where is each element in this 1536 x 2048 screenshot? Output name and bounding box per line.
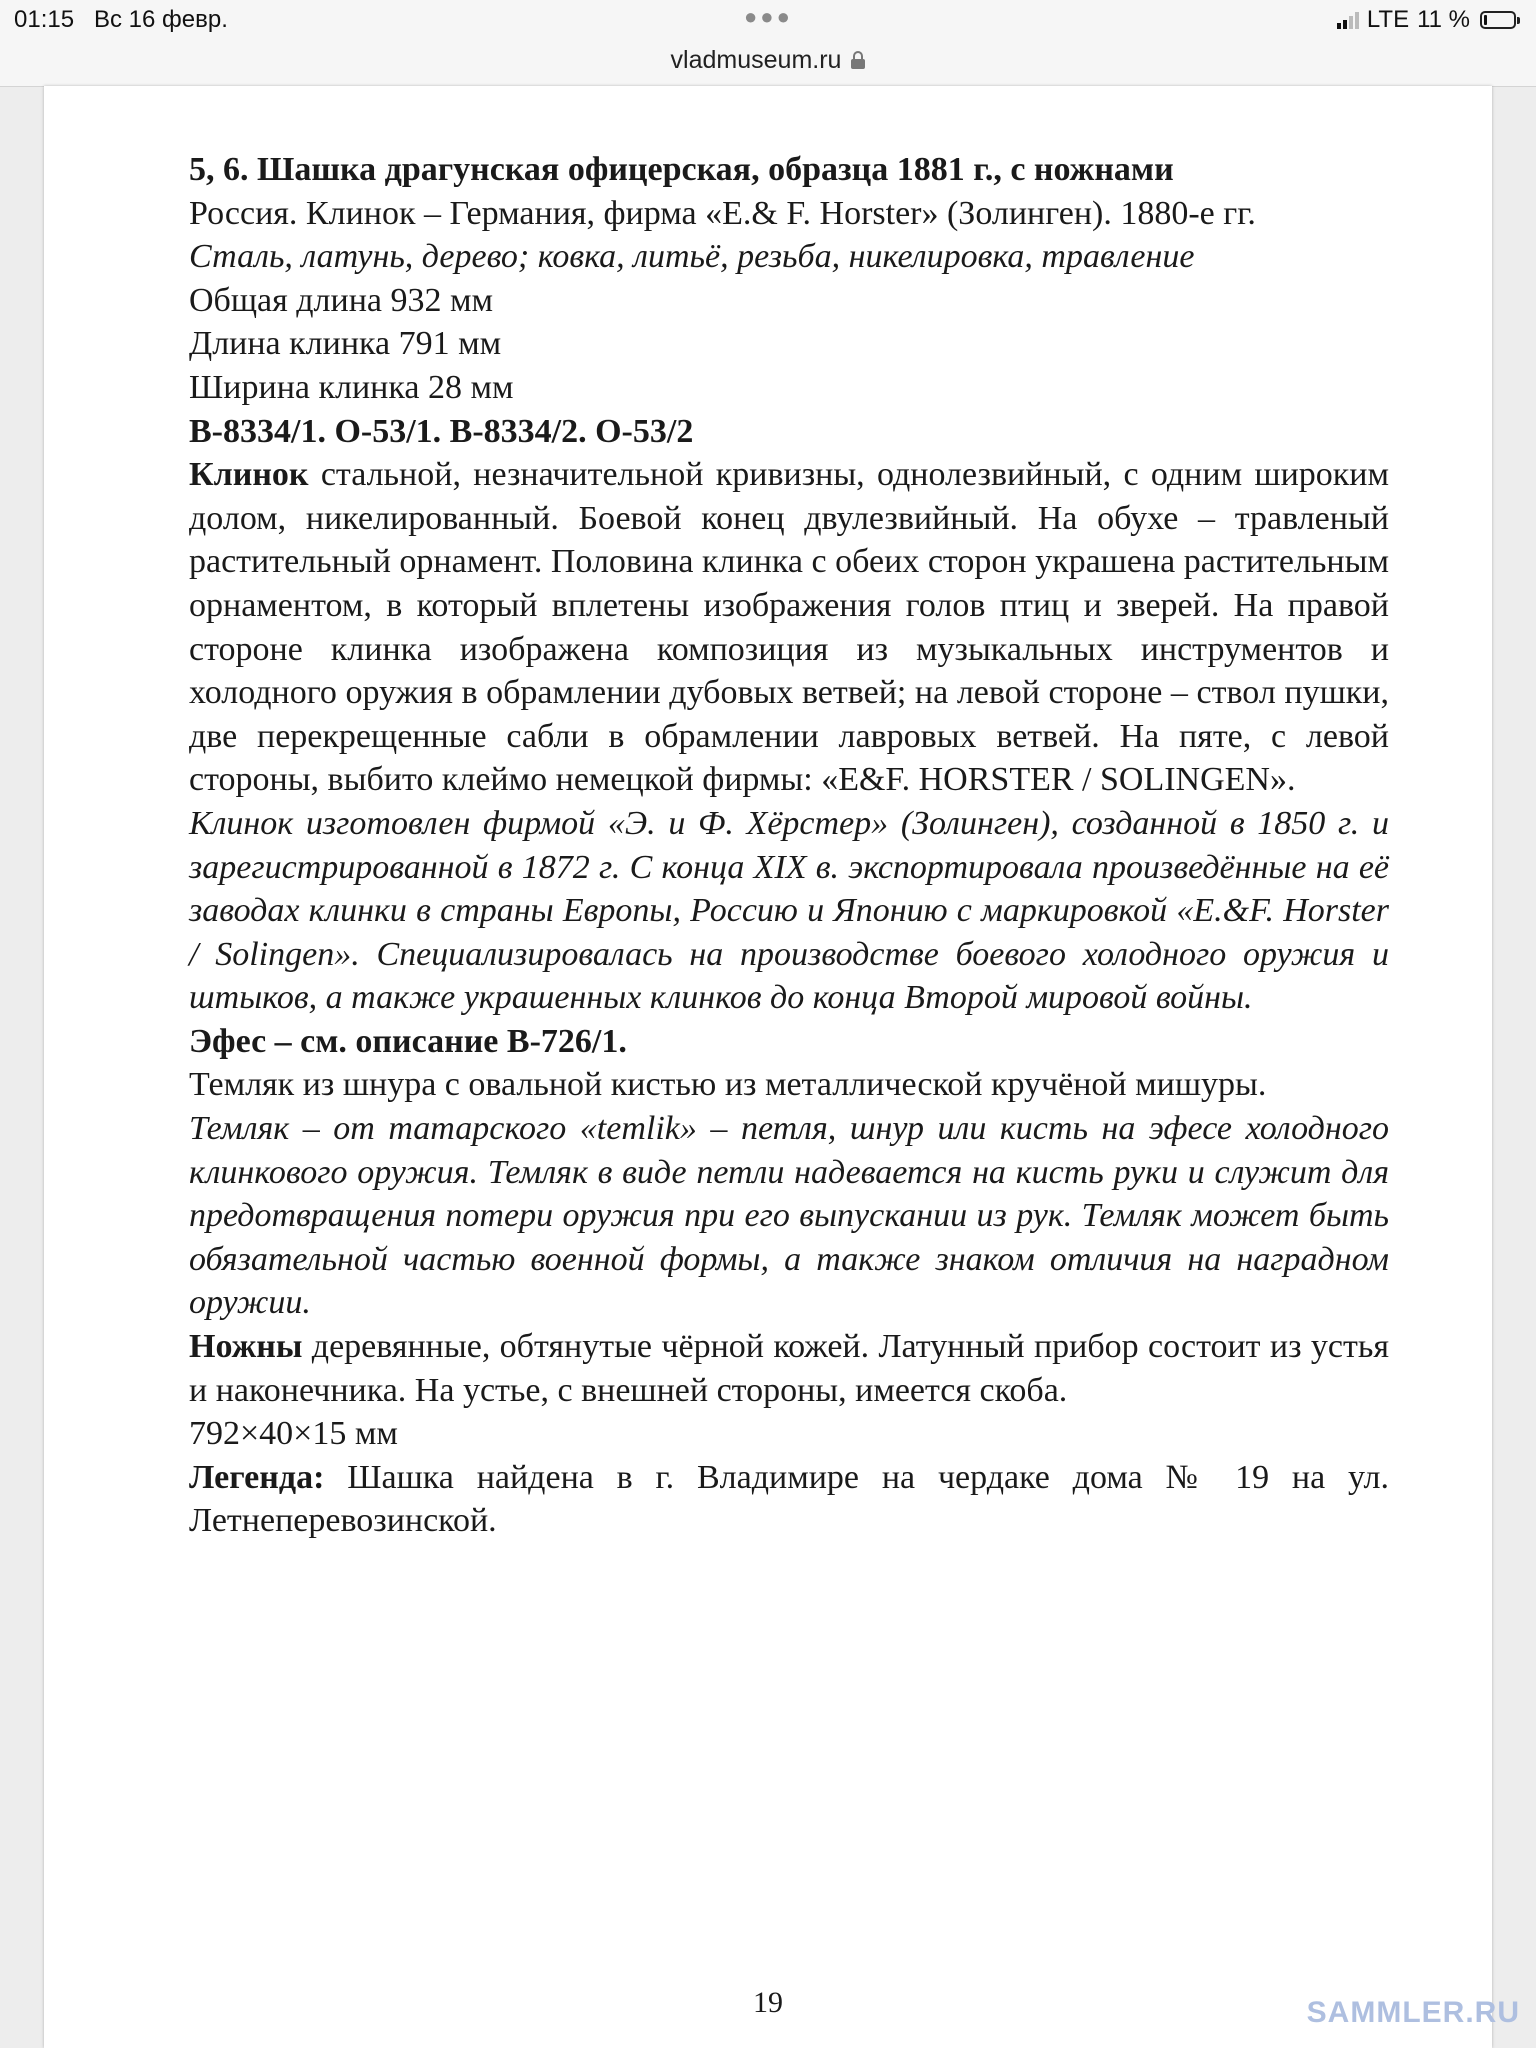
watermark: SAMMLER.RU bbox=[1306, 1996, 1520, 2029]
document-page bbox=[44, 86, 1492, 2048]
blade-text: стальной, незначительной кривизны, однолезвийный, с одним широким долом, никелированный. Боевой конец двулезвийный. На обухе – травленый растительный орнамент. Половина клинка с обеих сторон украшена растительным орнаментом, в который вплетены изображения голов птиц и зверей. На правой стороне клинка изображена композиция из музыкальных инструментов и холодного оружия в обрамлении дубовых ветвей; на левой стороне – ствол пушки, две перекрещенные сабли в обрамлении лавровых ветвей. На пяте, с левой стороны, выбито клеймо немецкой фирмы: «E&F. HORSTER / SOLINGEN». bbox=[189, 456, 1390, 799]
temlyak-description: Темляк из шнура с овальной кистью из металлической кручёной мишуры. bbox=[189, 1066, 1267, 1104]
lock-icon bbox=[851, 51, 865, 69]
page-number: 19 bbox=[753, 1986, 783, 2019]
scabbard-dimensions: 792×40×15 мм bbox=[189, 1415, 398, 1453]
status-date: Вс 16 февр. bbox=[94, 6, 228, 33]
battery-level-fill bbox=[1484, 15, 1487, 25]
item-blade-length: Длина клинка 791 мм bbox=[189, 325, 502, 363]
item-blade-width: Ширина клинка 28 мм bbox=[189, 368, 514, 406]
url-field[interactable] bbox=[671, 46, 866, 75]
battery-percent: 11 % bbox=[1417, 6, 1470, 33]
document-content bbox=[189, 148, 1389, 1543]
legend-label: Легенда: bbox=[189, 1458, 325, 1496]
item-total-length: Общая длина 932 мм bbox=[189, 281, 494, 319]
item-inventory-numbers: В-8334/1. О-53/1. В-8334/2. О-53/2 bbox=[189, 412, 694, 450]
status-bar bbox=[0, 0, 1536, 40]
status-indicators bbox=[1337, 6, 1516, 34]
blade-label: Клинок bbox=[189, 456, 309, 494]
legend bbox=[189, 1456, 1389, 1543]
address-bar[interactable] bbox=[0, 40, 1536, 87]
battery-icon bbox=[1480, 11, 1516, 29]
scabbard-text: деревянные, обтянутые чёрной кожей. Латунный прибор состоит из устья и наконечника. На устье, с внешней стороны, имеется скоба. bbox=[189, 1328, 1389, 1409]
multitasking-dots-icon[interactable]: ●●● bbox=[744, 4, 793, 29]
legend-text: Шашка найдена в г. Владимире на чердаке дома № 19 на ул. Летнеперевозинской. bbox=[189, 1458, 1390, 1540]
status-time: 01:15 bbox=[14, 6, 75, 33]
item-origin: Россия. Клинок – Германия, фирма «E.& F. Horster» (Золинген). 1880-е гг. bbox=[189, 194, 1256, 232]
scabbard-label: Ножны bbox=[189, 1328, 303, 1366]
blade-note: Клинок изготовлен фирмой «Э. и Ф. Хёрстер» (Золинген), созданной в 1850 г. и зарегистрированной в 1872 г. С конца XIX в. экспортировала произведённые на её заводах клинки в страны Европы, Россию и Японию с маркировкой «E.&F. Horster / Solingen». Специализировалась на производстве боевого холодного оружия и штыков, а также украшенных клинков до конца Второй мировой войны. bbox=[189, 804, 1389, 1017]
temlyak-note: Темляк – от татарского «temlik» – петля, шнур или кисть на эфесе холодного клинкового оружия. Темляк в виде петли надевается на кисть руки и служит для предотвращения потери оружия при его выпускании из рук. Темляк может быть обязательной частью военной формы, а также знаком отличия на наградном оружии. bbox=[189, 1110, 1389, 1322]
blade-description bbox=[189, 453, 1389, 802]
item-materials: Сталь, латунь, дерево; ковка, литьё, резьба, никелировка, травление bbox=[189, 238, 1195, 276]
network-type: LTE bbox=[1366, 6, 1410, 33]
cellular-signal-icon bbox=[1337, 11, 1359, 29]
item-title: 5, 6. Шашка драгунская офицерская, образца 1881 г., с ножнами bbox=[189, 151, 1174, 188]
url-text: vladmuseum.ru bbox=[670, 45, 842, 74]
scabbard-description bbox=[189, 1325, 1389, 1412]
hilt-reference: Эфес – см. описание В-726/1. bbox=[189, 1022, 627, 1060]
